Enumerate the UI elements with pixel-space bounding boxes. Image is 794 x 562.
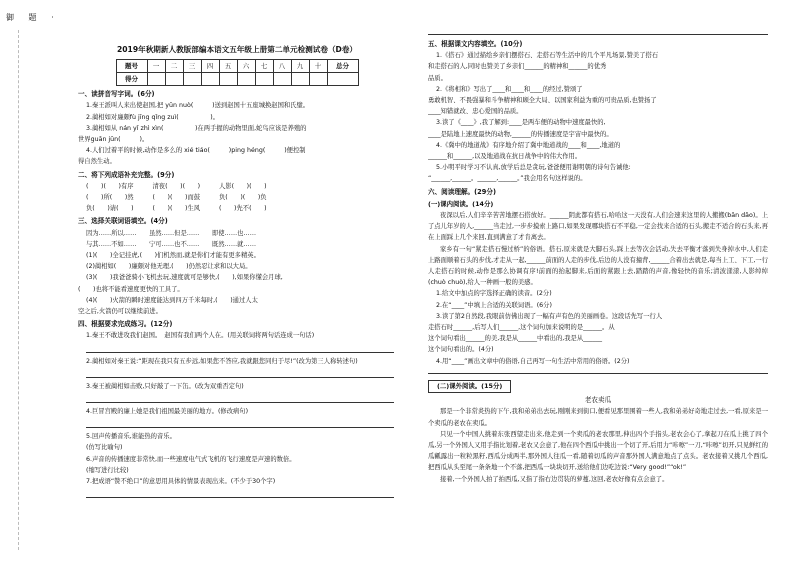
- question-line: 得自然生动。: [78, 158, 116, 166]
- question-line: 7.把成语“赞不绝口”的意思用具体的情景表现出来。(不少于30个字): [86, 478, 276, 486]
- question-line: 6.声音的传播速度非常快,而一些速度电气式飞机的飞行速度是声速的数倍。: [86, 455, 296, 463]
- question-line: “______,______。______,______。”我会用名句这样说的。: [428, 175, 587, 183]
- score-cell: 四: [201, 60, 219, 73]
- question-line: 1.秦王派叫人来出使赵国,把 yūn nuò( )送到赵国十五座城换赵国和氏璧。: [86, 102, 310, 110]
- question-line: 1.《搭石》通过描绘乡亲们摆搭石、走搭石等生活中的几个平凡场景,赞美了搭石: [436, 52, 659, 60]
- score-cell: 六: [237, 60, 255, 73]
- score-value-row: [116, 73, 358, 86]
- score-blank[interactable]: [147, 73, 165, 86]
- score-blank[interactable]: [165, 73, 183, 86]
- score-blank[interactable]: [201, 73, 219, 86]
- right-column: [428, 28, 768, 485]
- story-title: 老农卖瓜: [584, 396, 612, 405]
- score-cell: 七: [255, 60, 273, 73]
- section-heading: 二、将下列成语补充完整。(9分): [78, 170, 175, 179]
- score-blank[interactable]: [183, 73, 201, 86]
- score-blank[interactable]: [273, 73, 291, 86]
- question-line: ( )所( )然 ( )( )而鼓 负( )( )负: [86, 194, 267, 202]
- section-heading: 五、根据课文内容填空。(10分): [428, 40, 523, 48]
- score-label: 得分: [116, 73, 147, 86]
- score-cell: 三: [183, 60, 201, 73]
- answer-line[interactable]: [86, 392, 394, 403]
- question-line: 4.用“____”画出文章中的俗语,自己再写一句生活中常用的俗语。(2分): [436, 357, 630, 365]
- left-column: [78, 42, 396, 501]
- score-cell: 五: [219, 60, 237, 73]
- reading-paragraph: 家乡有一句“紧走搭石慢过桥”的俗语。搭石,原来就是大脚石头,踩上去等次会活动,失去平衡才落到失身掉水中,人们走上路面顺着石头的步伐,才走从一起,______前面的人走的步伐,后边的人没有撞背,______合着出去就是,每当上工、下工,一行人走搭石的时候,动作是那么协调有序!前面的抬起脚来,后面的紧跟上去,踏踏的声音,像轻快的音乐;清波漾漾,人影绰绰(chuò chuò),给人一种画一般的美感。: [428, 245, 768, 287]
- section-heading: 四、根据要求完成练习。(12分): [78, 320, 173, 329]
- question-line: 品质。: [428, 74, 447, 82]
- question-line: (2)蔺相如( )廉颇对他无理,( )仍然忍让求和以大局。: [86, 263, 252, 271]
- score-blank[interactable]: [255, 73, 273, 86]
- score-blank[interactable]: [237, 73, 255, 86]
- question-hint: (仿写比喻句): [86, 444, 123, 452]
- score-cell: 总分: [327, 60, 358, 73]
- question-line: 1.秦王不敢进攻我们赵国。 赵国有我们两个人在。(用关联词将两句话连成一句话): [86, 332, 315, 340]
- question-line: 3.读了《____》,我了解到:____是两车便的动物中速度最快的,: [436, 119, 606, 127]
- question-line: 5.小明平时学习不认真,放学后总是贪玩,爸爸便用谢明朝的诗句告诫他:: [436, 164, 631, 172]
- question-line: 1.给文中加点的字选择正确的读音。(2分): [436, 290, 552, 298]
- question-line: 因为……所以…… 虽然……但是…… 即使……也……: [86, 229, 257, 237]
- reading-paragraph: 夜深以后,人们辛辛苦苦地摆石搭放好。______阴此都有搭石,哈哈这一天没有,人们会速来这里的人搬搬(bān dāo)。上了点儿年岁的人,______当走过,一步步摸索上路口,如果发现哪块搭石不平稳,一定会找来合适的石头,搬走不适合的石头来,再在上面踩上几个来回,直到满意了才肯离去。: [428, 212, 768, 242]
- question-line: 与其……不如…… 宁可……也不…… 既然……就……: [86, 240, 257, 248]
- question-line: 和走搭石的人,同时也赞美了乡亲们______的精神和______的优秀: [428, 63, 607, 71]
- question-line: 2.蔺相如对廉颇fù jīng qǐng zuì( )。: [86, 113, 219, 121]
- question-hint: (缩写进行比较): [86, 466, 129, 474]
- section-heading: 一、读拼音写字词。(6分): [78, 90, 155, 99]
- binding-line: [18, 30, 19, 550]
- score-blank[interactable]: [309, 73, 327, 86]
- question-line: (1)( )全记挂虎,( )们机然而,就是你们才能有更多精英。: [86, 252, 260, 260]
- question-line: 2.在“____”中填上合适的关联词语。(6分): [436, 301, 552, 309]
- question-line: (3)( )我爸爸骑小飞机去玩,速度就可是够快,( ),如果你懂会月球,: [86, 274, 283, 282]
- question-line: ______和______,以及地道战在抗日战争中的伟大作用。: [428, 153, 582, 161]
- question-line: ____知错就改、忠心爱国的品质。: [428, 108, 523, 116]
- subsection-heading: (二)课外阅读。(15分): [428, 380, 511, 393]
- score-cell: 二: [165, 60, 183, 73]
- question-line: 3.读了第2自然段,我眼前仿佛出现了一幅有声有色的美丽画卷。这段话先写一行人: [436, 312, 663, 320]
- score-cell: 一: [147, 60, 165, 73]
- score-blank[interactable]: [327, 73, 358, 86]
- score-table: [116, 59, 359, 86]
- answer-line[interactable]: [86, 487, 394, 498]
- question-line: ( )也将不能看速度更快的工具了。: [78, 285, 184, 293]
- score-header-row: [116, 60, 358, 73]
- question-line: ____是陆地上速度最快的动物,______的传播速度是宇宙中最快的。: [428, 130, 613, 138]
- score-blank[interactable]: [291, 73, 309, 86]
- side-mark: 御 题 ·: [6, 13, 60, 22]
- question-line: 空之后,火箭仍可以继续前进。: [78, 308, 162, 316]
- question-line: 3.蔺相如从 nán yǐ zhì xìn( )在两手握的动物里面,蛇鸟应该是养殖的: [86, 124, 307, 132]
- score-cell: 十: [309, 60, 327, 73]
- question-line: 走搭石时______,后写人们______,这个词句加来说明的是______。从: [428, 324, 615, 332]
- question-line: 4.人们过着平的时候,动作是多么的 xié tiáo( )ping héng( )便控制: [86, 147, 306, 155]
- story-paragraph: 那是一个非常炎热的下午,我和弟弟出去玩,刚刚来到街口,便看见那里围着一些人,我和弟弟好奇地走过去,一看,原来是一个卖瓜的老农在卖瓜。: [428, 408, 768, 427]
- story-paragraph: 只见一个中国人挑着东张西望走出来,他走到一个卖瓜的老农那里,伸出四个手指头,老农会心了,拿起刀在瓜上挑了四个瓜,另一个外国人又用手指比划着,老农又会意了,他在四个西瓜中挑出一个切了开,后用力“咔嚓”一刀,“咔嚓”切开,只见鲜红的瓜瓤露出一粒粒黑籽,西瓜分成两半,那外国人往瓜一看,随着切瓜的声音那外国人满意地点了点头。老农接着又挑几个西瓜,把西瓜从头至尾一条条地一个不落,把西瓜一块块切开,送给他们边吃边说:“Very good!”“ok!”: [428, 430, 768, 472]
- question-line: 5.回声传播音乐,谁能热的音乐。: [86, 433, 176, 441]
- top-answer-line[interactable]: [428, 28, 768, 35]
- answer-line[interactable]: [428, 367, 768, 374]
- score-cell: 九: [291, 60, 309, 73]
- subsection-heading: (一)课内阅读。(14分): [428, 199, 494, 208]
- question-line: 3.秦王被蔺相如击败,只好敲了一下缶。(改为双重否定句): [86, 382, 244, 390]
- score-cell: 八: [273, 60, 291, 73]
- question-line: (4)( )火箭的瞬时速度能达到四万千米每时,( )通过人太: [86, 296, 258, 304]
- section-heading: 六、阅读理解。(29分): [428, 187, 496, 196]
- question-line: 4.《冀中的地道战》有序地介绍了冀中地道战的____和____,地道的: [436, 141, 621, 149]
- section-heading: 三、选择关联词语填空。(4分): [78, 217, 168, 226]
- story-paragraph: 接着,一个外国人拍了拍西瓜,又指了指右边贯装的萝蔓,这回,老农好像有点会意了。: [440, 475, 669, 483]
- question-line: 世界guān jūn( )。: [78, 136, 149, 144]
- answer-line[interactable]: [86, 367, 394, 378]
- question-line: 2.蔺相如对秦王说:“距现在我只有五步远,如果您不答应,我就跟您同归于尽!”(改为第三人称转述句): [86, 357, 358, 365]
- question-line: 这个词句看出______的美,我是从______中看出的,我是从______: [428, 335, 603, 343]
- question-line: 这个词句看出的。(4分): [428, 346, 494, 354]
- question-line: 勇敢机智、不畏强暴和斗争精神和顾全大局、以国家利益为重的可贵品质,也赞扬了: [428, 97, 657, 105]
- score-blank[interactable]: [219, 73, 237, 86]
- score-cell: 题号: [116, 60, 147, 73]
- question-line: 4.巨冒宫殿的廉上她是我们祖国最美丽的地方。(修改病句): [86, 408, 249, 416]
- answer-line[interactable]: [86, 417, 394, 428]
- question-line: 负( )请( ) ( )( )生风 ( )先不( ): [86, 205, 267, 213]
- question-line: 2.《将相和》写出了____和____和____的经过,赞颂了: [436, 85, 583, 93]
- exam-title: 2019年秋期新人教版部编本语文五年级上册第二单元检测试卷（D卷）: [116, 45, 358, 54]
- question-line: ( )( )有序 清夜( )( ) 人影( )( ): [86, 182, 267, 190]
- answer-line[interactable]: [86, 342, 394, 353]
